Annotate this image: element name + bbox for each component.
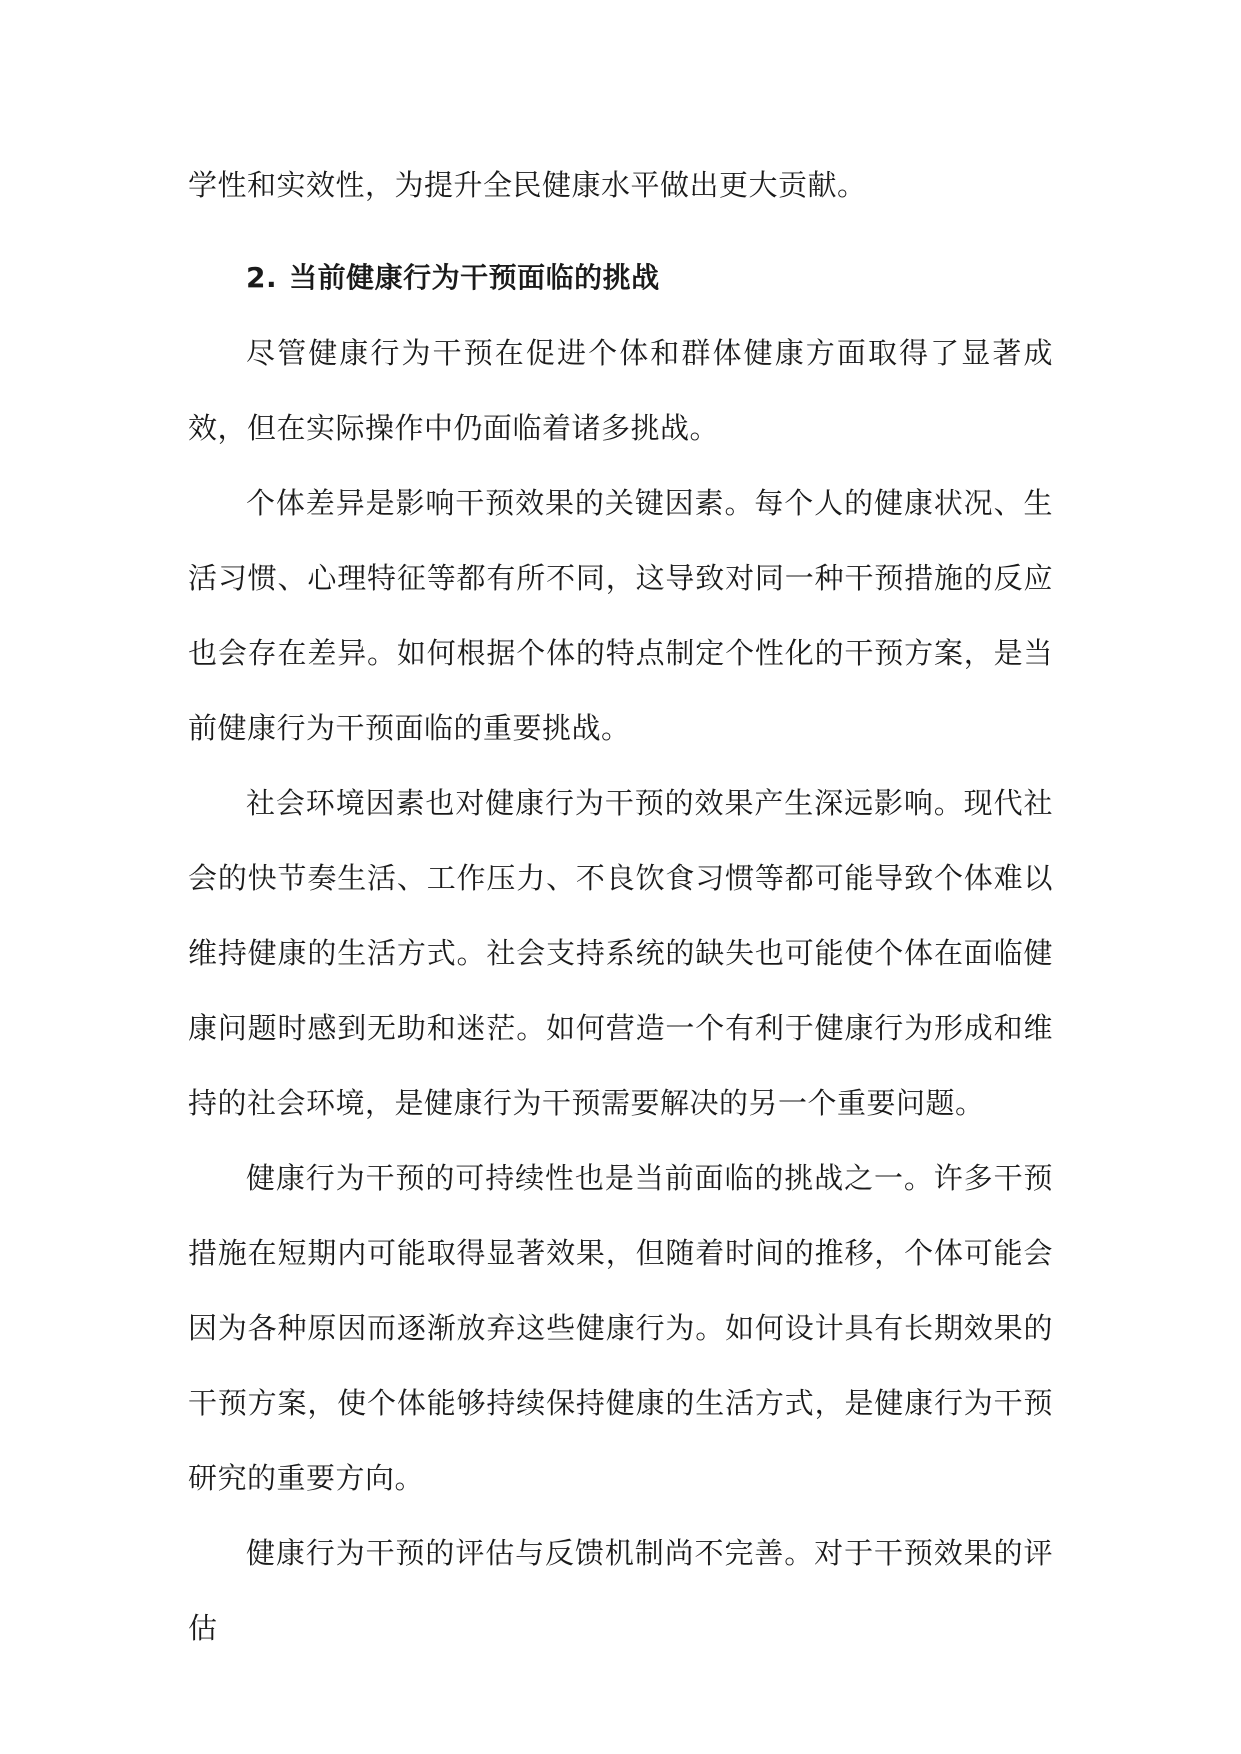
section-number: 2. [246,261,278,294]
paragraph-intro: 尽管健康行为干预在促进个体和群体健康方面取得了显著成效，但在实际操作中仍面临着诸多挑战。 [188,336,1053,445]
paragraph-individual-differences: 个体差异是影响干预效果的关键因素。每个人的健康状况、生活习惯、心理特征等都有所不同，这导致对同一种干预措施的反应也会存在差异。如何根据个体的特点制定个性化的干预方案，是当前健康行为干预面临的重要挑战。 [188,486,1053,745]
paragraph-social-environment: 社会环境因素也对健康行为干预的效果产生深远影响。现代社会的快节奏生活、工作压力、不良饮食习惯等都可能导致个体难以维持健康的生活方式。社会支持系统的缺失也可能使个体在面临健康问题时感到无助和迷茫。如何营造一个有利于健康行为形成和维持的社会环境，是健康行为干预需要解决的另一个重要问题。 [188,786,1053,1120]
paragraph-evaluation: 健康行为干预的评估与反馈机制尚不完善。对于干预效果的评估 [188,1536,1053,1645]
document-body [188,148,1053,1666]
section-heading [188,254,1053,302]
section-title: 当前健康行为干预面临的挑战 [289,261,660,294]
paragraph-sustainability: 健康行为干预的可持续性也是当前面临的挑战之一。许多干预措施在短期内可能取得显著效果，但随着时间的推移，个体可能会因为各种原因而逐渐放弃这些健康行为。如何设计具有长期效果的干预方案，使个体能够持续保持健康的生活方式，是健康行为干预研究的重要方向。 [188,1161,1053,1495]
continuation-paragraph: 学性和实效性，为提升全民健康水平做出更大贡献。 [188,168,867,202]
